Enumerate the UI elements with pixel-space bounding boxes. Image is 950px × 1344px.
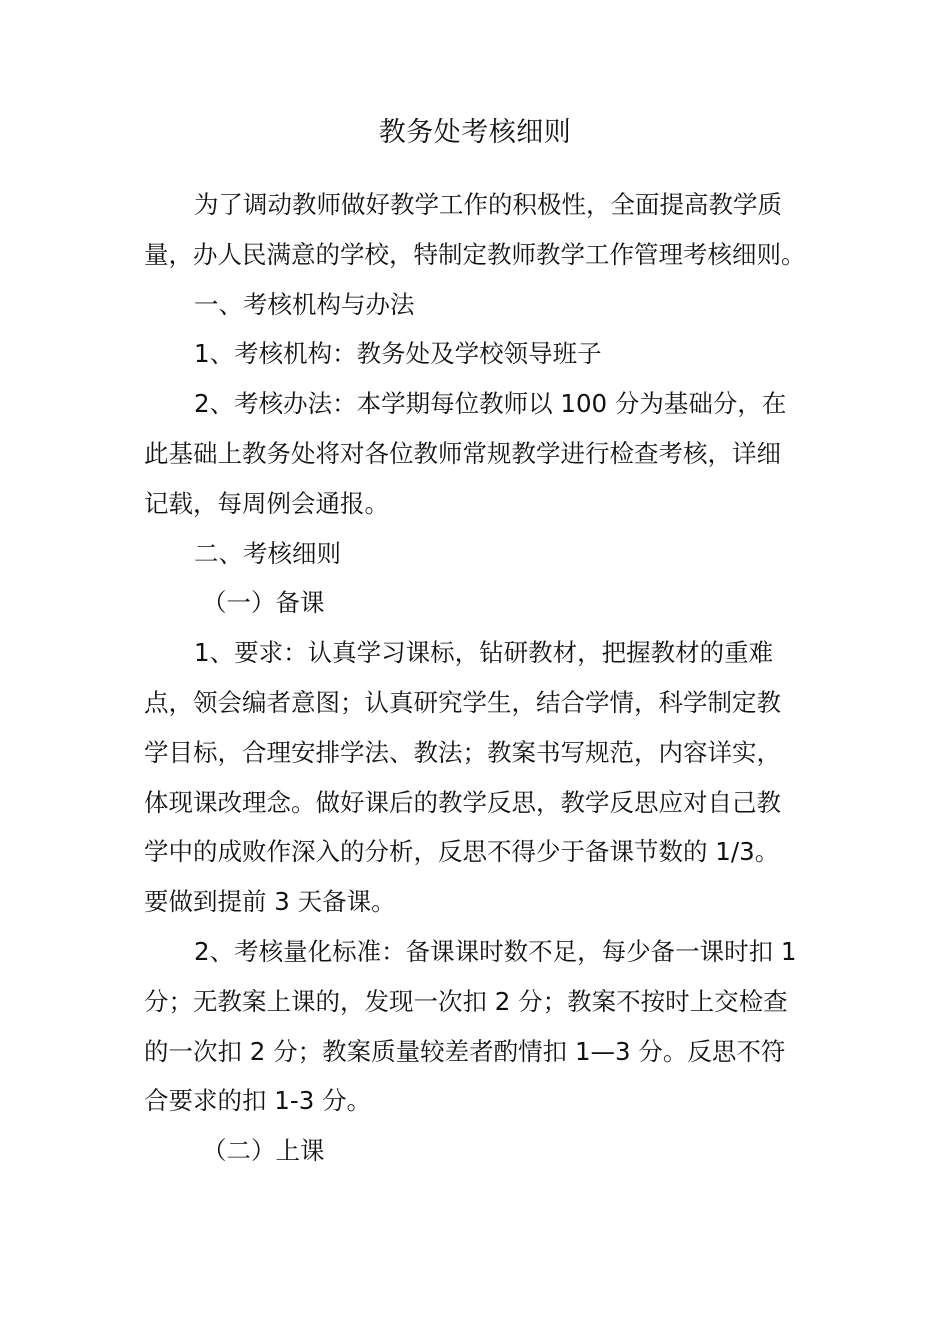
sub1-item1-line-2: 点，领会编者意图；认真研究学生，结合学情，科学制定教 — [144, 687, 781, 717]
section1-item2-paragraph — [144, 379, 808, 528]
sub2-heading: （二）上课 — [202, 1136, 325, 1166]
section1-heading: 一、考核机构与办法 — [194, 289, 415, 319]
section1-item1: 1、考核机构：教务处及学校领导班子 — [194, 339, 602, 369]
section1-item2-line-3: 记载，每周例会通报。 — [144, 488, 389, 518]
sub1-heading: （一）备课 — [202, 588, 325, 618]
sub1-item2-line-1: 2、考核量化标准：备课课时数不足，每少备一课时扣 1 — [194, 936, 797, 966]
section1-item2-line-2: 此基础上教务处将对各位教师常规教学进行检查考核，详细 — [144, 438, 781, 468]
intro-line-2: 量，办人民满意的学校，特制定教师教学工作管理考核细则。 — [144, 239, 806, 269]
sub1-item2-line-3: 的一次扣 2 分；教案质量较差者酌情扣 1—3 分。反思不符 — [144, 1036, 786, 1066]
sub1-item2-paragraph — [144, 927, 808, 1126]
sub1-item2-line-4: 合要求的扣 1-3 分。 — [144, 1086, 372, 1116]
sub1-item1-line-6: 要做到提前 3 天备课。 — [144, 887, 396, 917]
intro-paragraph — [144, 180, 808, 280]
sub1-item1-line-5: 学中的成败作深入的分析，反思不得少于备课节数的 1/3。 — [144, 837, 780, 867]
document-title: 教务处考核细则 — [378, 117, 572, 148]
document-body — [144, 180, 808, 1176]
section2-heading: 二、考核细则 — [194, 538, 341, 568]
section1-item2-line-1: 2、考核办法：本学期每位教师以 100 分为基础分，在 — [194, 389, 787, 419]
sub1-item1-line-4: 体现课改理念。做好课后的教学反思，教学反思应对自己教 — [144, 787, 781, 817]
intro-line-1: 为了调动教师做好教学工作的积极性，全面提高教学质 — [194, 190, 782, 219]
sub1-item2-line-2: 分；无教案上课的，发现一次扣 2 分；教案不按时上交检查 — [144, 986, 788, 1016]
sub1-item1-paragraph — [144, 628, 808, 927]
sub1-item1-line-1: 1、要求：认真学习课标，钻研教材，把握教材的重难 — [194, 638, 774, 668]
sub1-item1-line-3: 学目标，合理安排学法、教法；教案书写规范，内容详实， — [144, 737, 781, 767]
